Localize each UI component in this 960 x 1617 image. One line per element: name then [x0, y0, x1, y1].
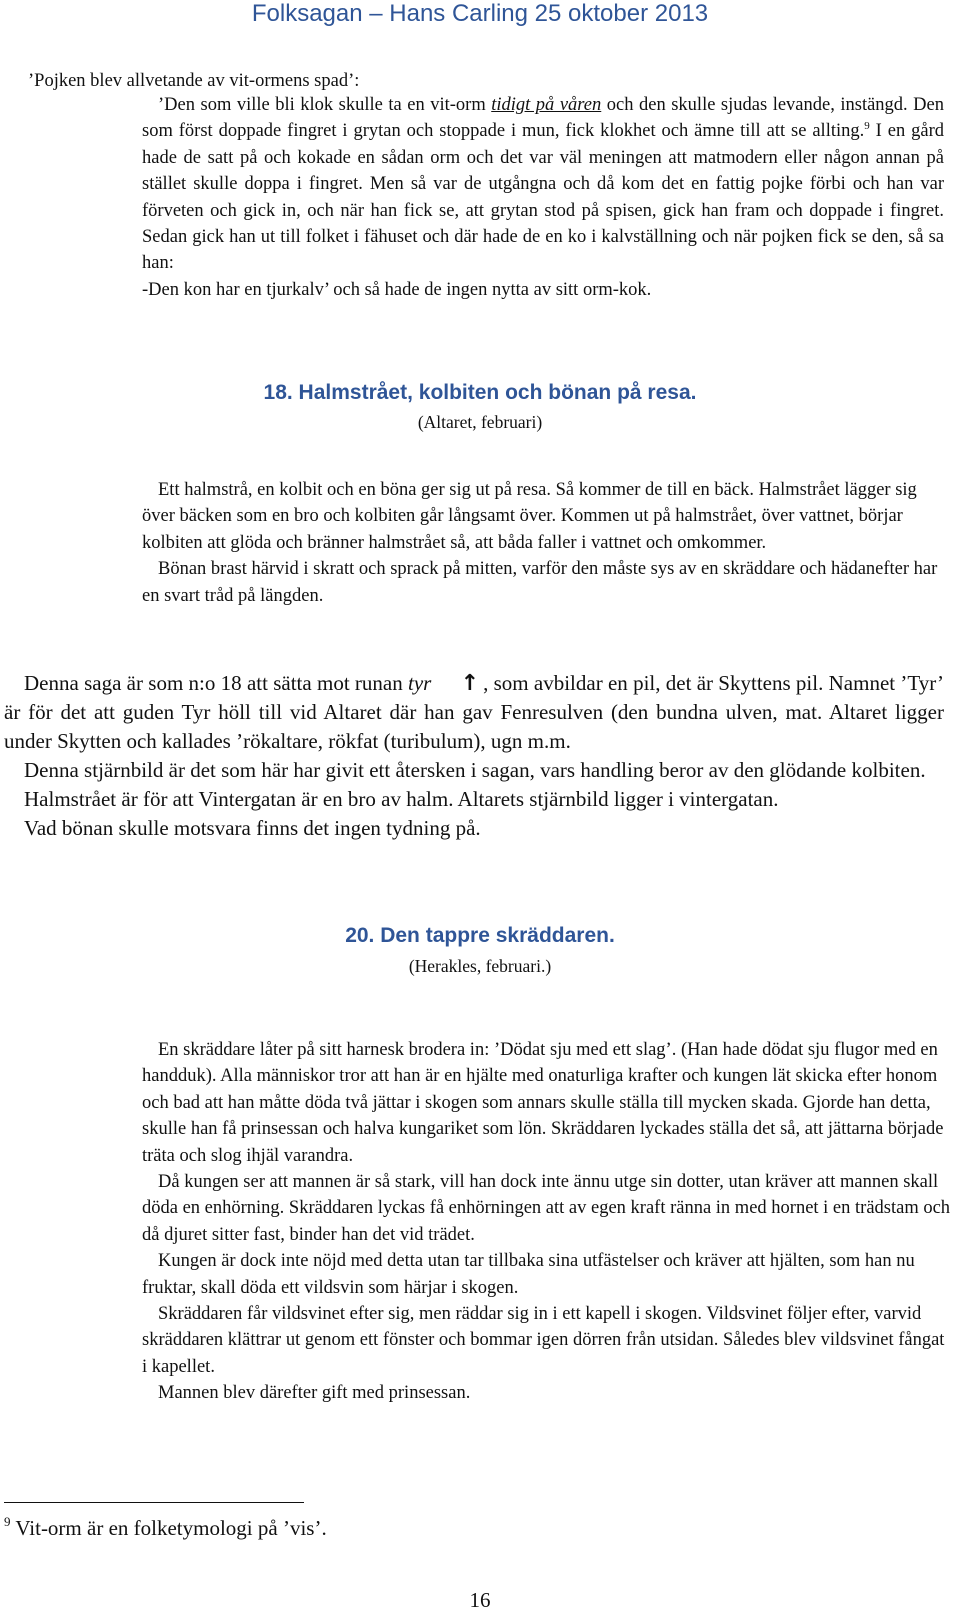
story3-body: [142, 1037, 954, 1407]
commentary-paragraph-4: Vad bönan skulle motsvara finns det ingen tydning på.: [24, 816, 481, 840]
story1-text-a: ’Den som ville bli klok skulle ta en vit-orm: [158, 95, 492, 115]
story2-body: [142, 477, 954, 609]
story3-paragraph-3: Kungen är dock inte nöjd med detta utan tar tillbaka sina utfästelser och kräver att hjälten, som han nu fruktar, skall döda ett vildsvin som härjar i skogen.: [142, 1251, 915, 1298]
story3-paragraph-2: Då kungen ser att mannen är så stark, vill han dock inte ännu utge sin dotter, utan kräver att mannen skall döda en enhörning. Skräddaren lyckas få enhörningen att av egen kraft ränna in med hornet i en trädstam och då djuret sitter fast, binder han det vid trädet.: [142, 1172, 951, 1245]
story1-text-c: I en gård hade de satt på och kokade en sådan orm och det var väl meningen att matmodern eller någon annan på stället skulle doppa i fingret. Men så var de utgångna och då kom det en fattig pojke förbi och han var förveten och gick in, och när han fick se, att grytan stod på spisen, gick han fram och doppade i fingret. Sedan gick han ut till folket i fähuset och där hade de en ko i kalvställning och när pojken fick se den, så sa han:: [142, 121, 944, 274]
rune-name: tyr: [408, 671, 432, 695]
commentary-text-b: , som avbildar en pil, det är Skyttens pil. Namnet ’Tyr’ är för det att guden Tyr höll till vid Altaret där han gav Fenresulven (den bundna ulven, mat. Altaret ligger under Skytten och kallades ’rökaltare, rökfat (turibulum), ugn m.m.: [4, 671, 944, 753]
footnote: [4, 1514, 327, 1542]
story2-paragraph-1: Ett halmstrå, en kolbit och en böna ger sig ut på resa. Så kommer de till en bäck. Halmstrået lägger sig över bäcken som en bro och kolbiten går långsamt över. Kommen ut på halmstrået, över vattnet, börjar kolbiten att glöda och bränner halmstrået så, att båda faller i vattnet och omkommer.: [142, 480, 917, 553]
story2-heading: 18. Halmstrået, kolbiten och bönan på resa.: [263, 381, 697, 404]
page-number: 16: [469, 1588, 491, 1612]
story2-paragraph-2: Bönan brast härvid i skratt och sprack på mitten, varför den måste sys av en skräddare och hädanefter har en svart tråd på längden.: [142, 559, 938, 606]
story1-paragraph-1: [142, 92, 944, 277]
commentary-paragraph-3: Halmstrået är för att Vintergatan är en bro av halm. Altarets stjärnbild ligger i vintergatan.: [24, 787, 779, 811]
story3-subheading: (Herakles, februari.): [408, 956, 552, 976]
story3-paragraph-1: En skräddare låter på sitt harnesk brodera in: ’Dödat sju med ett slag’. (Han hade dödat sju flugor med en handduk). Alla människor tror att han är en hjälte med onaturliga krafter och kungen lät skicka efter honom och bad att han måtte döda två jättar i skogen som annars skulle ställa till mycken skada. Gjorde han detta, skulle han få prinsessan och halva kungariket som lön. Skräddaren lyckades ställa det så, att jättarna började träta och slog ihjäl varandra.: [142, 1040, 944, 1166]
commentary-paragraph-2: Denna stjärnbild är det som här har givit ett återsken i sagan, vars handling beror av den glödande kolbiten.: [24, 758, 926, 782]
footnote-mark: 9: [4, 1514, 11, 1529]
commentary: [4, 669, 944, 843]
footnote-separator: [4, 1502, 304, 1503]
commentary-text-a: Denna saga är som n:o 18 att sätta mot runan: [24, 671, 409, 695]
story1-emphasis: tidigt på våren: [491, 95, 602, 115]
story3-paragraph-4: Skräddaren får vildsvinet efter sig, men räddar sig in i ett kapell i skogen. Vildsvinet följer efter, varvid skräddaren klättrar ut genom ett fönster och bommar igen dörren från utsidan. Således blev vildsvinet fångat i kapellet.: [142, 1304, 945, 1377]
story3-heading: 20. Den tappre skräddaren.: [345, 924, 615, 947]
story2-subheading: (Altaret, februari): [417, 412, 543, 432]
page-header: Folksagan – Hans Carling 25 oktober 2013: [251, 0, 709, 27]
tyr-rune-icon: ↑: [460, 671, 480, 696]
story1-title: ’Pojken blev allvetande av vit-ormens spad’:: [28, 71, 360, 91]
story1-text-b: och den skulle sjudas levande, instängd. Den som först doppade fingret i grytan och stoppade i mun, fick klokhet och ämne till att se allting.: [142, 95, 944, 142]
story1-body: [142, 92, 944, 303]
story3-paragraph-5: Mannen blev därefter gift med prinsessan.: [158, 1383, 471, 1404]
footnote-text: Vit-orm är en folketymologi på ’vis’.: [10, 1516, 327, 1540]
footnote-ref[interactable]: 9: [864, 120, 870, 133]
commentary-paragraph-1: [4, 669, 944, 756]
story1-paragraph-2: -Den kon har en tjurkalv’ och så hade de ingen nytta av sitt orm-kok.: [142, 279, 652, 300]
